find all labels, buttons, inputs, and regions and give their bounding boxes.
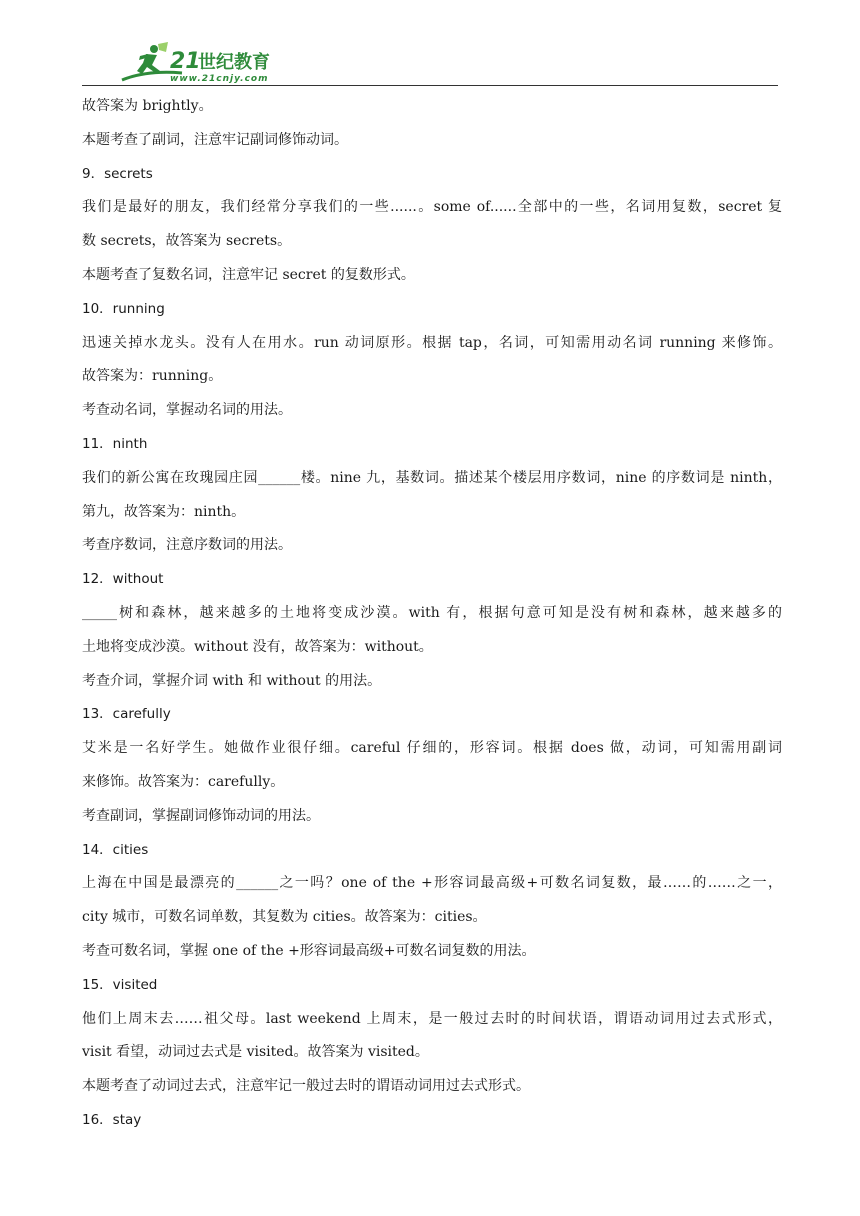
answer-number-heading: 13．carefully	[82, 706, 171, 723]
text-line: 本题考查了动词过去式，注意牢记一般过去时的谓语动词用过去式形式。	[82, 1078, 530, 1095]
text-line: 我们的新公寓在玫瑰园庄园______楼。nine 九，基数词。描述某个楼层用序数词，nine 的序数词是 ninth，	[82, 469, 782, 486]
answer-number-heading: 10．running	[82, 300, 165, 317]
svg-text:世纪教育: 世纪教育	[198, 52, 270, 73]
text-line: 数 secrets，故答案为 secrets。	[82, 233, 292, 250]
text-line: 本题考查了复数名词，注意牢记 secret 的复数形式。	[82, 266, 415, 283]
svg-text:www.21cnjy.com: www.21cnjy.com	[170, 74, 269, 84]
text-line: 艾米是一名好学生。她做作业很仔细。careful 仔细的，形容词。根据 does 做，动词，可知需用副词	[82, 740, 782, 757]
text-line: 考查介词，掌握介词 with 和 without 的用法。	[82, 672, 382, 689]
answer-number-heading: 11．ninth	[82, 435, 148, 452]
header-divider	[82, 85, 778, 86]
answer-number-heading: 14．cities	[82, 841, 149, 858]
text-line: 第九，故答案为：ninth。	[82, 503, 246, 520]
text-line: 我们是最好的朋友，我们经常分享我们的一些......。some of......全部中的一些，名词用复数，secret 复	[82, 199, 782, 216]
site-logo	[102, 40, 282, 84]
svg-text:21: 21	[170, 49, 201, 74]
answer-number-heading: 15．visited	[82, 976, 158, 993]
text-line: 故答案为 brightly。	[82, 98, 213, 114]
answer-explanations	[82, 90, 782, 1138]
text-line: 上海在中国是最漂亮的______之一吗？one of the +形容词最高级+可数名词复数，最……的……之一，	[82, 875, 782, 892]
text-line: 考查序数词，注意序数词的用法。	[82, 537, 292, 554]
text-line: 他们上周末去……祖父母。last weekend 上周末，是一般过去时的时间状语，谓语动词用过去式形式，	[82, 1010, 782, 1027]
answer-number-heading: 16．stay	[82, 1111, 142, 1128]
text-line: 考查可数名词，掌握 one of the +形容词最高级+可数名词复数的用法。	[82, 942, 536, 959]
text-line: 考查副词，掌握副词修饰动词的用法。	[82, 807, 320, 824]
text-line: 本题考查了副词，注意牢记副词修饰动词。	[82, 131, 348, 148]
text-line: _____树和森林，越来越多的土地将变成沙漠。with 有，根据句意可知是没有树和森林，越来越多的	[82, 604, 782, 621]
text-line: 土地将变成沙漠。without 没有，故答案为：without。	[82, 638, 433, 655]
text-line: city 城市，可数名词单数，其复数为 cities。故答案为：cities。	[82, 909, 487, 926]
text-line: 故答案为：running。	[82, 368, 223, 385]
text-line: visit 看望，动词过去式是 visited。故答案为 visited。	[82, 1044, 429, 1061]
text-line: 来修饰。故答案为：carefully。	[82, 773, 285, 790]
text-line: 考查动名词，掌握动名词的用法。	[82, 402, 292, 419]
page-header	[82, 38, 778, 86]
answer-number-heading: 9．secrets	[82, 165, 153, 182]
answer-number-heading: 12．without	[82, 571, 164, 588]
text-line: 迅速关掉水龙头。没有人在用水。run 动词原形。根据 tap，名词，可知需用动名词 running 来修饰。	[82, 334, 782, 351]
